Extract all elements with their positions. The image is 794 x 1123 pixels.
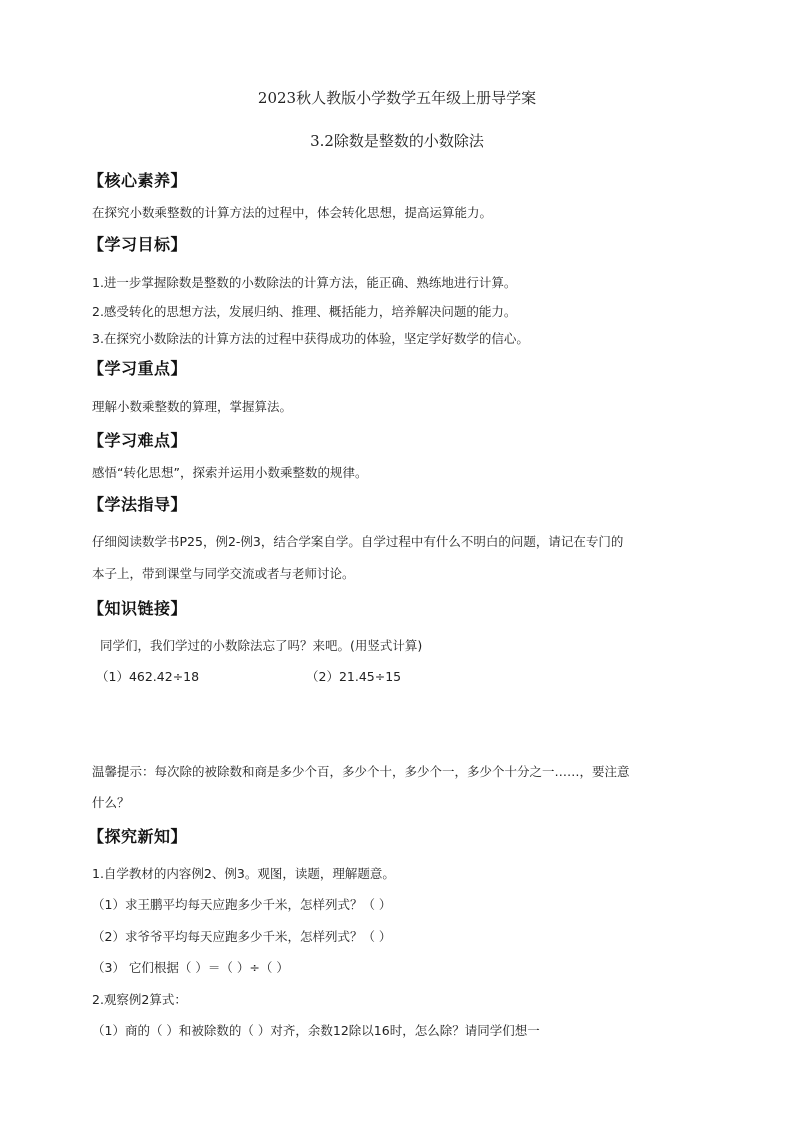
explore-question-1c: （3） 它们根据（ ）＝（ ）÷（ ）: [92, 960, 289, 975]
explore-question-1: 1.自学教材的内容例2、例3。观图，读题，理解题意。: [92, 866, 395, 881]
method-text-line-2: 本子上，带到课堂与同学交流或者与老师讨论。: [92, 566, 355, 581]
explore-question-2: 2.观察例2算式：: [92, 992, 187, 1007]
section-heading-core: 【核心素养】: [88, 171, 188, 190]
method-text-line-1: 仔细阅读数学书P25，例2-例3，结合学案自学。自学过程中有什么不明白的问题，请记在专门的: [92, 534, 624, 549]
difficulty-text: 感悟“转化思想”，探索并运用小数乘整数的规律。: [92, 465, 368, 480]
goal-item-3: 3.在探究小数除法的计算方法的过程中获得成功的体验，坚定学好数学的信心。: [92, 331, 529, 346]
core-text: 在探究小数乘整数的计算方法的过程中，体会转化思想，提高运算能力。: [92, 205, 493, 220]
goal-item-1: 1.进一步掌握除数是整数的小数除法的计算方法，能正确、熟练地进行计算。: [92, 275, 517, 290]
section-heading-method: 【学法指导】: [88, 495, 188, 514]
link-tip-line-1: 温馨提示：每次除的被除数和商是多少个百，多少个十，多少个一，多少个十分之一……，要注意: [92, 764, 630, 779]
section-heading-difficulty: 【学习难点】: [88, 431, 188, 450]
explore-question-1b: （2）求爷爷平均每天应跑多少千米，怎样列式？（ ）: [92, 929, 392, 944]
explore-question-2a: （1）商的（ ）和被除数的（ ）对齐，余数12除以16时，怎么除？请同学们想一: [92, 1023, 540, 1038]
link-intro: 同学们，我们学过的小数除法忘了吗？来吧。(用竖式计算): [100, 638, 423, 653]
key-text: 理解小数乘整数的算理，掌握算法。: [92, 399, 293, 414]
link-problem-2: （2）21.45÷15: [306, 669, 402, 684]
section-heading-key: 【学习重点】: [88, 359, 188, 378]
section-heading-goals: 【学习目标】: [88, 235, 188, 254]
goal-item-2: 2.感受转化的思想方法，发展归纳、推理、概括能力，培养解决问题的能力。: [92, 304, 517, 319]
document-subtitle: 3.2除数是整数的小数除法: [310, 132, 484, 150]
explore-question-1a: （1）求王鹏平均每天应跑多少千米，怎样列式？（ ）: [92, 897, 392, 912]
link-problem-1: （1）462.42÷18: [96, 669, 200, 684]
link-tip-line-2: 什么？: [92, 795, 130, 810]
section-heading-link: 【知识链接】: [88, 599, 188, 618]
document-title: 2023秋人教版小学数学五年级上册导学案: [257, 89, 537, 107]
section-heading-explore: 【探究新知】: [88, 827, 188, 846]
